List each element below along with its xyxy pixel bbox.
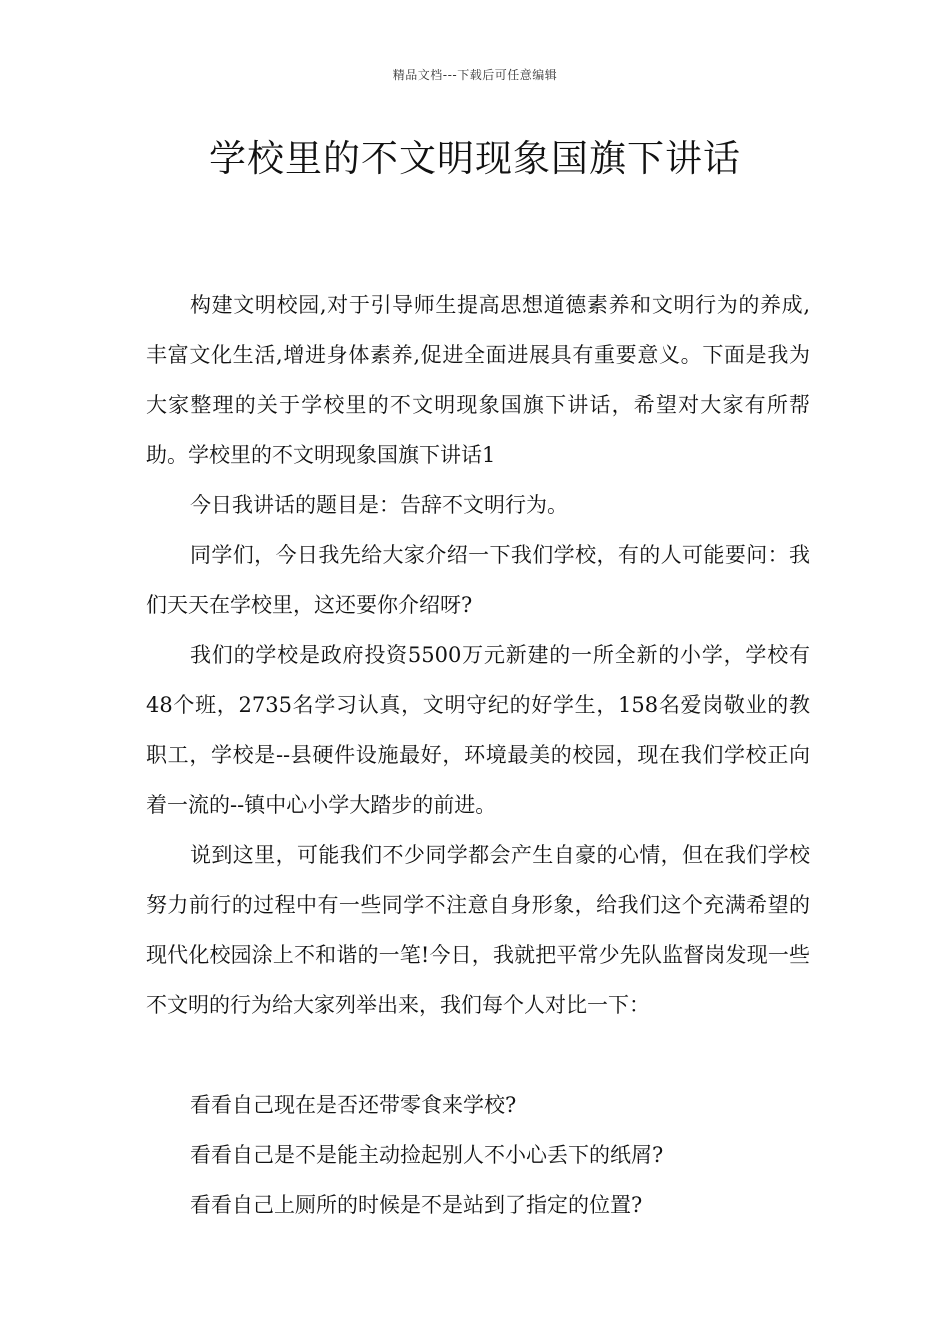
- paragraph-intro: 构建文明校园,对于引导师生提高思想道德素养和文明行为的养成,丰富文化生活,增进身体素养,促进全面进展具有重要意义。下面是我为大家整理的关于学校里的不文明现象国旗下讲话，希望对大家有所帮助。学校里的不文明现象国旗下讲话1: [146, 293, 810, 467]
- paragraph-topic: 今日我讲话的题目是：告辞不文明行为。: [190, 493, 568, 517]
- paragraph-school-intro: 我们的学校是政府投资5500万元新建的一所全新的小学，学校有48个班，2735名学习认真，文明守纪的好学生，158名爱岗敬业的教职工，学校是--县硬件设施最好，环境最美的校园，现在我们学校正向着一流的--镇中心小学大踏步的前进。: [146, 643, 810, 817]
- paragraph-check-snacks: 看看自己现在是否还带零食来学校?: [190, 1093, 517, 1117]
- page-title: 学校里的不文明现象国旗下讲话: [209, 137, 741, 180]
- paragraph-greeting: 同学们，今日我先给大家介绍一下我们学校，有的人可能要问：我们天天在学校里，这还要你介绍呀?: [146, 543, 810, 617]
- paragraph-check-restroom: 看看自己上厕所的时候是不是站到了指定的位置?: [190, 1193, 643, 1217]
- header-note: 精品文档---下载后可任意编辑: [392, 68, 558, 82]
- paragraph-check-litter: 看看自己是不是能主动捡起别人不小心丢下的纸屑?: [190, 1143, 664, 1167]
- paragraph-uncivil-behavior: 说到这里，可能我们不少同学都会产生自豪的心情，但在我们学校努力前行的过程中有一些同学不注意自身形象，给我们这个充满希望的现代化校园涂上不和谐的一笔!今日，我就把平常少先队监督岗发现一些不文明的行为给大家列举出来，我们每个人对比一下：: [146, 843, 810, 1017]
- document-body: [146, 280, 810, 1230]
